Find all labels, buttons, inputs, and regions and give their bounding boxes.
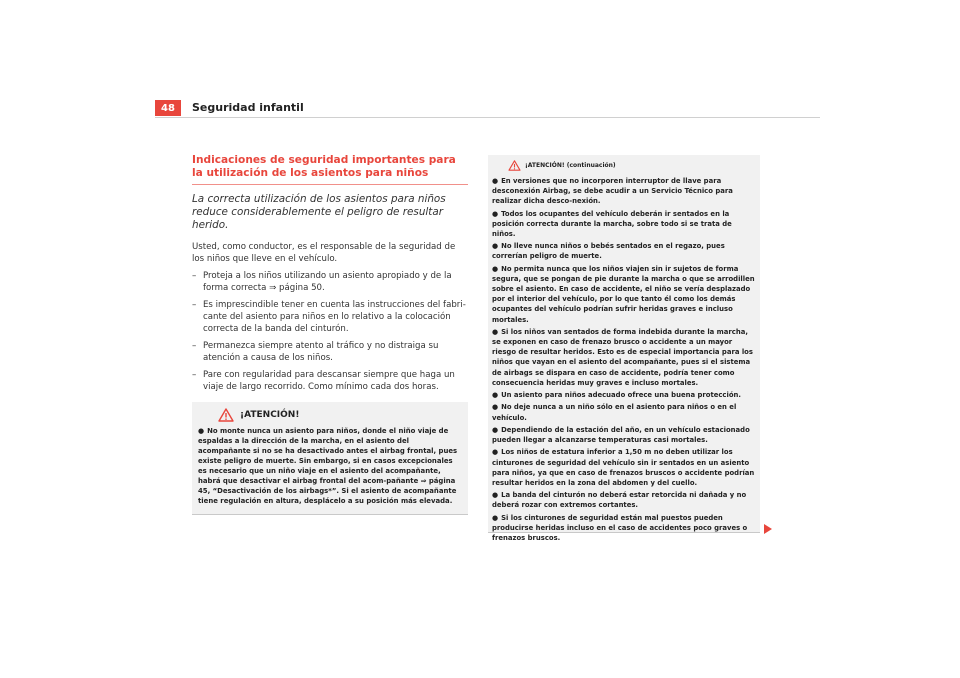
intro-paragraph: Usted, como conductor, es el responsable de la seguridad de los niños que lleve en el vehículo. [192, 242, 456, 264]
bullet: ● [492, 242, 499, 251]
lead-paragraph: La correcta utilización de los asientos para niños reduce considerablemente el peligro de resultar herido. [192, 193, 446, 231]
bullet: ● [492, 513, 499, 522]
warning-box [192, 402, 468, 516]
list-item [492, 402, 756, 422]
warning-text [198, 426, 462, 507]
bullet: ● [492, 327, 499, 336]
list-item-text: No permita nunca que los niños viajen sin ir sujetos de forma segura, que se pongan de pie durante la marcha o que se arrodillen sobre el asiento. En caso de accidente, el niño se vería desplazado por el interior del vehículo, por lo que tanto él como los demás ocupantes del vehículo podrían sufrir heridas graves e incluso mortales. [492, 264, 755, 324]
list-item [492, 264, 756, 325]
left-column [192, 154, 468, 515]
title-divider [192, 184, 468, 185]
header-title: Seguridad infantil [192, 101, 304, 114]
list-item: – Proteja a los niños utilizando un asiento apropiado y de la forma correcta ⇒ página 50. [192, 271, 468, 294]
bullet: ● [492, 391, 499, 400]
list-item [492, 513, 756, 543]
list-item-text: Los niños de estatura inferior a 1,50 m no deben utilizar los cinturones de seguridad del vehículo sin ir sentados en un asiento para niños, ya que en caso de frenazos bruscos o accidente podrían resultar heridos en la zona del abdomen y del cuello. [492, 448, 755, 487]
warning-body: No monte nunca un asiento para niños, donde el niño viaje de espaldas a la dirección de la marcha, en el asiento del acompañante si no se ha desactivado antes el airbag frontal, pues existe peligro de muerte. Sin embargo, si en casos excepcionales es necesario que un niño viaje en el asiento del acompañante, habrá que desactivar el airbag frontal del acom-pañante ⇒ página 45, “Desactivación de los airbags*”. Si el asiento de acompañante tiene regulación en altura, desplácelo a su posición más elevada. [198, 426, 458, 506]
section-title: Indicaciones de seguridad importantes para la utilización de los asientos para niños [192, 154, 456, 179]
list-item [492, 425, 756, 445]
list-item [492, 447, 756, 488]
continuation-title: ¡ATENCIÓN! (continuación) [525, 162, 616, 169]
continuation-header [508, 160, 756, 171]
next-page-arrow-icon[interactable] [764, 524, 772, 534]
list-item [492, 327, 756, 388]
bullet: ● [492, 448, 499, 457]
list-item [492, 241, 756, 261]
list-item [492, 176, 756, 206]
warning-triangle-icon [508, 160, 521, 171]
warning-header [218, 408, 462, 422]
page-number: 48 [155, 100, 181, 116]
list-item: – Permanezca siempre atento al tráfico y no distraiga su atención a causa de los niños. [192, 341, 468, 364]
bullet: ● [492, 491, 499, 500]
list-item-text: Dependiendo de la estación del año, en un vehículo estacionado pueden llegar a alcanzarse temperaturas casi mortales. [492, 425, 750, 445]
list-item [492, 490, 756, 510]
list-item-text: Si los niños van sentados de forma indebida durante la marcha, se exponen en caso de frenazo brusco o accidente a un mayor riesgo de resultar heridos. Esto es de especial importancia para los niños que vayan en el asiento del acompañante, pues si el sistema de airbags se dispara en caso de accidente, podría tener como consecuencia heridas muy graves e incluso mortales. [492, 327, 753, 387]
list-item-text: No lleve nunca niños o bebés sentados en el regazo, pues correrían peligro de muerte. [492, 242, 725, 261]
safety-list [192, 271, 468, 393]
list-item [492, 390, 756, 400]
warning-title: ¡ATENCIÓN! [240, 409, 300, 420]
bullet: ● [198, 426, 205, 435]
warning-list [492, 176, 756, 543]
list-item-text: Todos los ocupantes del vehículo deberán ir sentados en la posición correcta durante la marcha, sobre todo si se trata de niños. [492, 209, 732, 238]
list-item: – Es imprescindible tener en cuenta las instrucciones del fabri-cante del asiento para niños en lo relativo a la colocación correcta de la banda del cinturón. [192, 300, 468, 335]
list-item: – Pare con regularidad para descansar siempre que haga un viaje de largo recorrido. Como mínimo cada dos horas. [192, 370, 468, 393]
header-divider [155, 117, 820, 118]
list-item-text: En versiones que no incorporen interruptor de llave para desconexión Airbag, se debe acudir a un Servicio Técnico para realizar dicha desco-nexión. [492, 177, 733, 206]
bullet: ● [492, 209, 499, 218]
list-item-text: No deje nunca a un niño sólo en el asiento para niños o en el vehículo. [492, 403, 737, 422]
bullet: ● [492, 264, 499, 273]
warning-continuation-box [488, 155, 760, 543]
list-item-text: Un asiento para niños adecuado ofrece una buena protección. [501, 391, 741, 400]
warning-triangle-icon [218, 408, 234, 422]
bullet: ● [492, 403, 499, 412]
list-item [492, 209, 756, 239]
bullet: ● [492, 177, 499, 185]
list-item-text: Si los cinturones de seguridad están mal puestos pueden producirse heridas incluso en el caso de accidentes poco graves o frenazos bruscos. [492, 513, 748, 543]
bullet: ● [492, 425, 499, 434]
list-item-text: La banda del cinturón no deberá estar retorcida ni dañada y no deberá rozar con extremos cortantes. [492, 491, 747, 510]
